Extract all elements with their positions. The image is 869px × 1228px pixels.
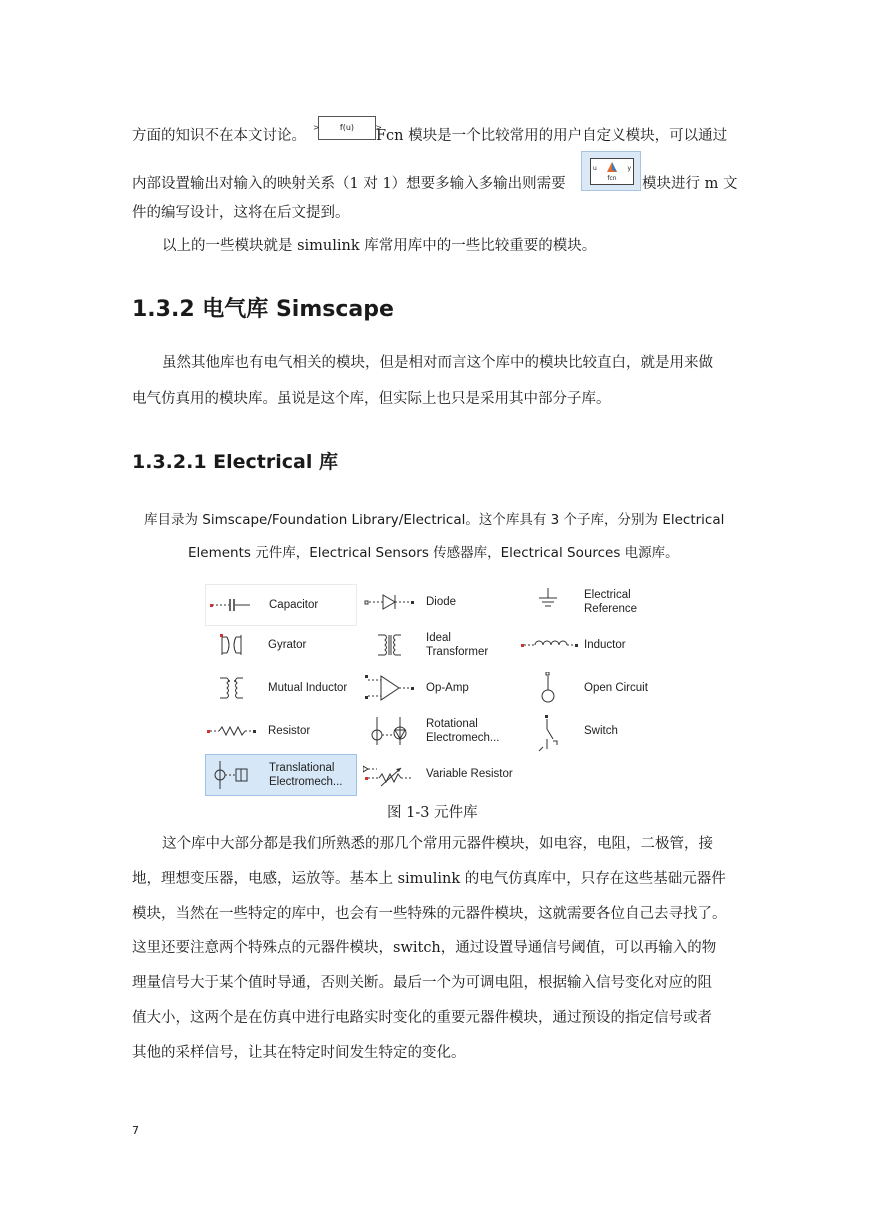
library-item-label: Switch (584, 725, 618, 737)
matlab-fcn-output: y (627, 165, 631, 172)
library-item-open-circuit[interactable] (521, 668, 671, 708)
library-item-label: Capacitor (269, 599, 319, 611)
library-item-ideal-transformer[interactable] (363, 625, 513, 665)
library-item-label: Resistor (268, 725, 311, 737)
library-item-inductor[interactable] (521, 625, 671, 665)
library-item-capacitor[interactable] (205, 584, 357, 626)
rotational-electromech-icon (363, 715, 418, 749)
matlab-fcn-input: u (593, 165, 597, 172)
intro-line-4: 以上的一些模块就是 simulink 库常用库中的一些比较重要的模块。 (162, 238, 597, 254)
library-item-label: Gyrator (268, 639, 307, 651)
electrical-elements-library (205, 582, 675, 796)
library-item-label: Inductor (584, 639, 626, 651)
transformer-icon (363, 629, 418, 659)
library-item-label: Rotational Electromech... (426, 718, 500, 744)
matlab-fcn-label: fcn (607, 175, 617, 182)
library-item-label: Mutual Inductor (268, 682, 348, 694)
variable-resistor-icon (363, 758, 418, 792)
subsection-paragraph-line-2: Elements 元件库，Electrical Sensors 传感器库，Electrical Sources 电源库。 (188, 545, 679, 561)
switch-icon (521, 715, 576, 755)
body-line-1: 这个库中大部分都是我们所熟悉的那几个常用元器件模块，如电容，电阻，二极管，接 (162, 836, 713, 852)
mutual-inductor-icon (205, 672, 260, 702)
resistor-icon (205, 715, 260, 745)
intro-line-1a: 方面的知识不在本文讨论。 (132, 128, 306, 144)
body-line-7: 其他的采样信号，让其在特定时间发生特定的变化。 (132, 1045, 466, 1061)
translational-electromech-icon (206, 759, 261, 793)
capacitor-icon (206, 589, 261, 619)
body-line-2: 地，理想变压器，电感，运放等。基本上 simulink 的电气仿真库中，只存在这些基础元器件 (132, 871, 726, 887)
section-paragraph-line-2: 电气仿真用的模块库。虽说是这个库，但实际上也只是采用其中部分子库。 (132, 391, 611, 407)
figure-caption: 图 1-3 元件库 (387, 805, 478, 821)
library-item-mutual-inductor[interactable] (205, 668, 355, 708)
intro-line-3: 件的编写设计，这将在后文提到。 (132, 205, 350, 221)
diode-icon (363, 586, 418, 616)
body-line-4: 这里还要注意两个特殊点的元器件模块，switch，通过设置导通信号阈值，可以再输入的物 (132, 940, 717, 956)
library-item-rotational-electromech[interactable] (363, 711, 513, 751)
body-line-6: 值大小，这两个是在仿真中进行电路实时变化的重要元器件模块，通过预设的指定信号或者 (132, 1010, 712, 1026)
library-item-variable-resistor[interactable] (363, 754, 513, 794)
gyrator-icon (205, 629, 260, 659)
library-item-label: Translational Electromech... (269, 762, 343, 788)
library-item-op-amp[interactable] (363, 668, 513, 708)
library-item-label: Electrical Reference (584, 589, 638, 615)
body-line-3: 模块，当然在一些特定的库中，也会有一些特殊的元器件模块，这就需要各位自己去寻找了。 (132, 906, 727, 922)
subsection-paragraph-line-1: 库目录为 Simscape/Foundation Library/Electrical。这个库具有 3 个子库，分别为 Electrical (144, 512, 725, 528)
library-item-label: Variable Resistor (426, 768, 513, 780)
library-item-label: Op-Amp (426, 682, 469, 694)
open-circuit-icon (521, 672, 576, 706)
fu-block-label: f(u) (339, 123, 355, 132)
page-number: 7 (132, 1124, 139, 1137)
section-heading: 1.3.2 电气库 Simscape (132, 297, 394, 322)
library-item-label: Open Circuit (584, 682, 648, 694)
library-item-translational-electromech[interactable] (205, 754, 357, 796)
subsection-heading: 1.3.2.1 Electrical 库 (132, 451, 338, 473)
library-item-gyrator[interactable] (205, 625, 355, 665)
fu-block-image (318, 116, 376, 140)
intro-line-1b: Fcn 模块是一个比较常用的用户自定义模块，可以通过 (376, 128, 728, 144)
library-item-resistor[interactable] (205, 711, 355, 751)
library-item-electrical-reference[interactable] (521, 582, 671, 622)
body-line-5: 理量信号大于某个值时导通，否则关断。最后一个为可调电阻，根据输入信号变化对应的阻 (132, 975, 712, 991)
intro-line-2a: 内部设置输出对输入的映射关系（1 对 1）想要多输入多输出则需要 (132, 176, 566, 192)
library-item-label: Ideal Transformer (426, 632, 489, 658)
matlab-fcn-block-body (590, 158, 634, 185)
library-item-diode[interactable] (363, 582, 513, 622)
library-item-switch[interactable] (521, 711, 671, 751)
intro-line-2b: 模块进行 m 文 (642, 176, 738, 192)
matlab-fcn-block-image (581, 151, 641, 191)
ground-icon (521, 586, 576, 616)
section-paragraph-line-1: 虽然其他库也有电气相关的模块，但是相对而言这个库中的模块比较直白，就是用来做 (162, 355, 713, 371)
opamp-icon (363, 672, 418, 702)
inductor-icon (521, 629, 581, 659)
library-item-label: Diode (426, 596, 457, 608)
